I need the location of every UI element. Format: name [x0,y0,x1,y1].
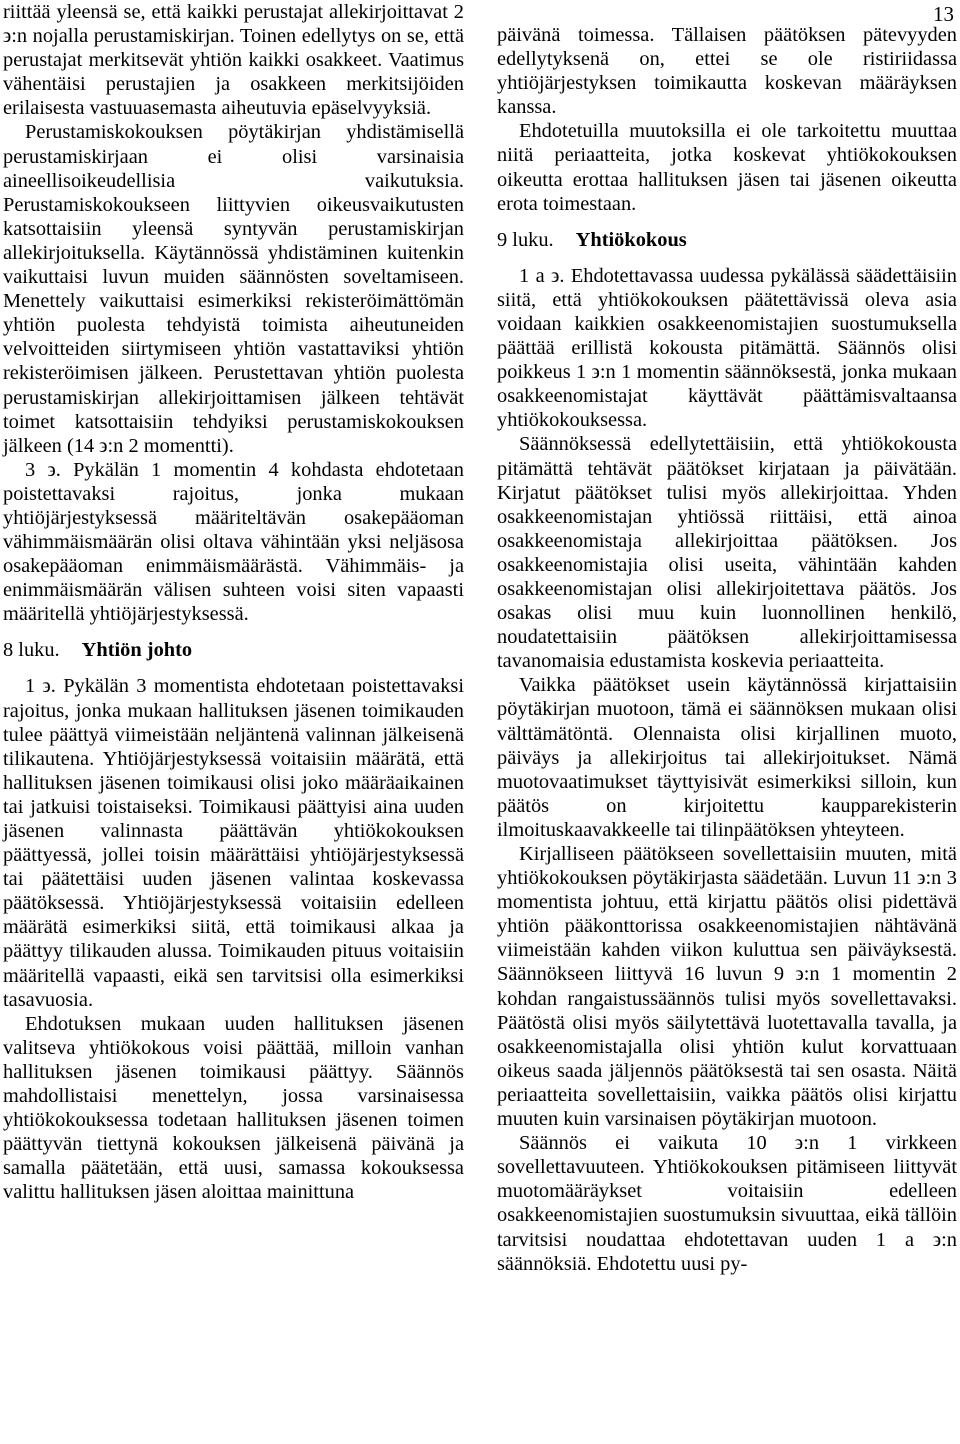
paragraph: päivänä toimessa. Tällaisen päätöksen pätevyyden edellytyksenä on, ettei se ole ristiriidassa yhtiöjärjestyksen toimikautta koskevan määräyksen kanssa. [497,24,957,119]
right-column [497,23,957,1276]
chapter-heading-8 [3,638,464,662]
page-number: 13 [933,2,954,26]
paragraph: riittää yleensä se, että kaikki perustajat allekirjoittavat 2 ϶:n nojalla perustamiskirjan. Toinen edellytys on se, että perustajat merkitsevät yhtiön kaikki osakkeet. Vaatimus vähentäisi perustajien ja osakkeen merkitsijöiden erilaisesta vastuuasemasta aiheutuvia epäselvyyksiä. [3,1,464,120]
paragraph: Ehdotetuilla muutoksilla ei ole tarkoitettu muuttaa niitä periaatteita, jotka koskevat yhtiökokouksen oikeutta erottaa hallituksen jäsen tai jäsenen oikeutta erota toimestaan. [497,120,957,215]
paragraph: 3 ϶. Pykälän 1 momentin 4 kohdasta ehdotetaan poistettavaksi rajoitus, jonka mukaan yhtiöjärjestyksessä määriteltävän osakepääoman vähimmäismäärän olisi oltava vähintään yksi neljäsosa osakepääoman enimmäismäärästä. Vähimmäis- ja enimmäismäärän välisen suhteen voisi siten vapaasti määritellä yhtiöjärjestyksessä. [3,458,464,626]
chapter-number: 8 luku. [3,639,60,662]
paragraph: Säännöksessä edellytettäisiin, että yhtiökokousta pitämättä tehtävät päätökset kirjataan ja päivätään. Kirjatut päätökset tulisi myös allekirjoittaa. Yhden osakkeenomistajan yhtiössä riittäisi, että ainoa osakkeenomistaja allekirjoittaa päätöksen. Jos osakkeenomistajia olisi useita, vähintään kahden osakkeenomistajan olisi allekirjoitettava päätös. Jos osakas olisi muu kuin luonnollinen henkilö, noudatettaisiin päätöksen allekirjoittamisessa tavanomaisia edustamista koskevia periaatteita. [497,433,957,673]
paragraph: Perustamiskokouksen pöytäkirjan yhdistämisellä perustamiskirjaan ei olisi varsinaisia aineellisoikeudellisia vaikutuksia. Perustamiskokoukseen liittyvien oikeusvaikutusten katsottaisiin yleensä syntyvän perustamiskirjan allekirjoituksella. Käytännössä yhdistäminen kuitenkin vaikuttaisi luvun muiden säännösten soveltamiseen. Menettely vaikuttaisi esimerkiksi rekisteröimättömän yhtiön puolesta tehdyistä toimista aiheutuneiden velvoitteiden siirtymiseen yhtiön vastattaviksi yhtiön rekisteröimisen jälkeen. Perustettavan yhtiön puolesta perustamiskirjan allekirjoittamisen jälkeen tehtävät toimet katsottaisiin tehdyiksi perustamiskokouksen jälkeen (14 ϶:n 2 momentti). [3,121,464,457]
left-column [3,0,464,1205]
chapter-title: Yhtiökokous [575,228,687,251]
paragraph: Säännös ei vaikuta 10 ϶:n 1 virkkeen sovellettavuuteen. Yhtiökokouksen pitämiseen liittyvät muotomääräykset voitaisiin edelleen osakkeenomistajien suostumuksin sivuuttaa, eikä tällöin tarvitsisi noudattaa ehdotettavan uuden 1 a ϶:n säännöksiä. Ehdotettu uusi py- [497,1132,957,1275]
paragraph: Vaikka päätökset usein käytännössä kirjattaisiin pöytäkirjan muotoon, tämä ei säännöksen mukaan olisi välttämätöntä. Olennaista olisi kirjallinen muoto, päiväys ja allekirjoitus tai allekirjoitukset. Nämä muotovaatimukset täyttyisivät esimerkiksi silloin, kun päätös on kirjoitettu kaupparekisterin ilmoituskaavakkeelle tai tilinpäätöksen yhteyteen. [497,674,957,841]
chapter-number: 9 luku. [497,228,554,251]
paragraph: Ehdotuksen mukaan uuden hallituksen jäsenen valitseva yhtiökokous voisi päättää, milloin vanhan hallituksen jäsenen toimikausi päättyy. Säännös mahdollistaisi menettelyn, jossa varsinaisessa yhtiökokouksessa todetaan hallituksen jäsenen toimen päättyvän tiettynä kokouksen jälkeisenä päivänä ja samalla päätetään, että uusi, samassa kokouksessa valittu hallituksen jäsen aloittaa mainittuna [3,1012,464,1204]
paragraph: 1 a ϶. Ehdotettavassa uudessa pykälässä säädettäisiin siitä, että yhtiökokouksen päätettävissä oleva asia voidaan kaikkien osakkeenomistajien suostumuksella päättää erillistä kokousta pitämättä. Säännös olisi poikkeus 1 ϶:n 1 momentin säännöksestä, jonka mukaan osakkeenomistajat käyttävät päättämisvaltaansa yhtiökokouksessa. [497,264,957,432]
chapter-title: Yhtiön johto [81,639,193,662]
chapter-heading-9 [497,228,957,252]
paragraph: Kirjalliseen päätökseen sovellettaisiin muuten, mitä yhtiökokouksen pöytäkirjasta säädetään. Luvun 11 ϶:n 3 momentista johtuu, että kirjattu päätös olisi pidettävä yhtiön pääkonttorissa osakkeenomistajien nähtävänä viimeistään kahden viikon kuluttua sen päiväyksestä. Säännökseen liittyvä 16 luvun 9 ϶:n 1 momentin 2 kohdan rangaistussäännös tulisi myös sovellettavaksi. Päätöstä olisi myös säilytettävä luotettavalla tavalla, ja osakkeenomistajalla olisi yhtiön kulut korvattuaan oikeus saada jäljennös päätöksestä tai sen osasta. Näitä periaatteita sovellettaisiin, vaikka päätös olisi kirjattu muuten kuin varsinaisen pöytäkirjan muotoon. [497,843,957,1131]
paragraph: 1 ϶. Pykälän 3 momentista ehdotetaan poistettavaksi rajoitus, jonka mukaan hallituksen jäsenen toimikauden tulee päättyä viimeistään neljäntenä valinnan jälkeisenä tilikautena. Yhtiöjärjestyksessä voitaisiin määrätä, että hallituksen jäsenen toimikausi olisi joko määräaikainen tai jatkuisi toistaiseksi. Toimikausi päättyisi aina uuden jäsenen valinnasta päättävän yhtiökokouksen päättyessä, jollei toisin määrättäisi yhtiöjärjestyksessä tai päätettäisi uuden jäsenen valintaa koskevassa päätöksessä. Yhtiöjärjestyksessä voitaisiin edelleen määrätä esimerkiksi siitä, että toimikausi alkaa ja päättyy tilikauden alussa. Toimikauden pituus voitaisiin määritellä vapaasti, eikä sen tarvitsisi olla esimerkiksi tasavuosia. [3,675,464,1011]
